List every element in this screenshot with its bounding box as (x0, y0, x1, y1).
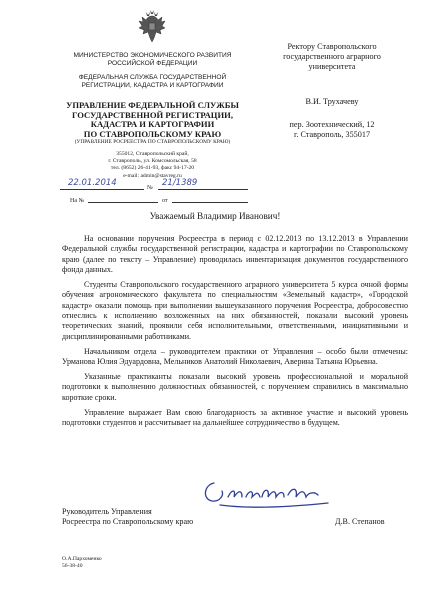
service-line: ФЕДЕРАЛЬНАЯ СЛУЖБА ГОСУДАРСТВЕННОЙ (78, 74, 227, 81)
executor-phone: 56-38-40 (62, 563, 83, 569)
addressee-address-line: пер. Зоотехнический, 12 (289, 120, 375, 129)
executor-info (62, 556, 102, 570)
reference-number-label: На № (70, 198, 85, 204)
addressee-address-line: г. Ставрополь, 355017 (293, 130, 371, 140)
department-line: УПРАВЛЕНИЕ ФЕДЕРАЛЬНОЙ СЛУЖБЫ (66, 100, 239, 110)
reference-line (60, 193, 250, 204)
body-paragraph: Указанные практиканты показали высокий уровень профессиональной и моральной подготовки к выполнению должностных обязанностей, с поручением справились в максимально короткие сроки. (62, 371, 408, 402)
body-paragraph: Начальником отдела – руководителем практики от Управления – особо были отмечены: Урманова Юлия Эдуардовна, Мельников Анатолий Николаевич, Аверина Татьяна Юрьевна. (62, 346, 408, 366)
signer-position (62, 507, 193, 528)
registration-date: 22.01.2014 (68, 178, 117, 188)
signer-position-line: Руководитель Управления (62, 507, 152, 516)
department-line: КАДАСТРА И КАРТОГРАФИИ (90, 119, 215, 130)
address-line: 355012, Ставропольский край, (116, 151, 189, 157)
department-line: ПО СТАВРОПОЛЬСКОМУ КРАЮ (83, 128, 222, 139)
ministry-line: РОССИЙСКОЙ ФЕДЕРАЦИИ (107, 60, 198, 67)
addressee-name: В.И. Трухачеву (305, 97, 359, 106)
body-paragraph: Студенты Ставропольского государственного аграрного университета 5 курса очной формы обучения агрономического факультета по специальностям «Земельный кадастр», «Городской кадастр» оказали помощь при выполнении вышеуказанного поручения Росреестра, добросовестно отнеслись к исполнению возложенных на них обязанностей, показали высокий уровень теоретических знаний, проявили себя исполнительными, ответственными, инициативными и дисциплинированными работниками. (62, 279, 408, 341)
reference-date-label: от (162, 198, 168, 204)
salutation: Уважаемый Владимир Иванович! (149, 211, 281, 221)
address-line: e-mail: admin@stavreg.ru (123, 172, 182, 179)
body-paragraph: На основании поручения Росреестра в период с 02.12.2013 по 13.12.2013 в Управлении Федеральной службы государственной регистрации, кадастра и картографии по Ставропольскому краю (далее по тексту – Управление) проводилась инвентаризация документов государственного фонда данных. (62, 234, 408, 275)
addressee-line: государственного аграрного (283, 52, 381, 62)
signer-name: Д.В. Степанов (335, 517, 385, 526)
executor-name: О.А.Пархоменко (62, 556, 102, 562)
address-line: г. Ставрополь, ул. Комсомольская, 58 (108, 158, 197, 165)
letter-body (62, 234, 408, 433)
ministry-line: МИНИСТЕРСТВО ЭКОНОМИЧЕСКОГО РАЗВИТИЯ (73, 52, 232, 59)
ministry-name (50, 52, 255, 68)
address-line: тел. (8652) 26-41-93, факс 94-17-20 (110, 165, 195, 172)
signer-position-line: Росреестра по Ставропольскому краю (62, 517, 194, 527)
service-name (50, 74, 255, 90)
registration-number-sign: № (147, 185, 153, 191)
registration-number: 21/1389 (162, 178, 198, 188)
department-line: ГОСУДАРСТВЕННОЙ РЕГИСТРАЦИИ, (72, 109, 233, 120)
addressee-title (262, 42, 402, 73)
service-line: РЕГИСТРАЦИИ, КАДАСТРА И КАРТОГРАФИИ (81, 82, 224, 89)
addressee-line: Ректору Ставропольского (287, 42, 377, 51)
department-short-name: (УПРАВЛЕНИЕ РОСРЕЕСТРА ПО СТАВРОПОЛЬСКОМУ КРАЮ) (74, 139, 231, 145)
handwritten-signature-icon (200, 467, 340, 519)
addressee-line: университета (308, 62, 356, 72)
coat-of-arms-icon (137, 10, 167, 44)
addressee-address (262, 120, 402, 140)
sender-address (50, 151, 255, 180)
body-paragraph: Управление выражает Вам свою благодарность за активное участие и высокий уровень подготовки студентов и рассчитывает на дальнейшее сотрудничество в будущем. (62, 407, 408, 427)
department-name (50, 101, 255, 139)
